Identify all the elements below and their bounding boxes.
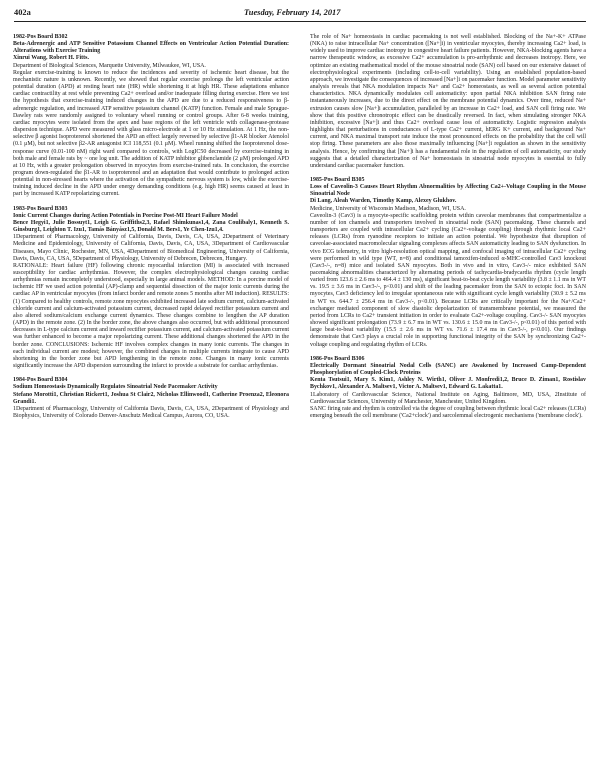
abstract-1986 — [310, 356, 586, 420]
abstract-number: 1983-Pos Board B303 — [13, 205, 68, 212]
abstract-authors: Xinrui Wang, Robert H. Fitts. — [13, 55, 89, 62]
abstract-title: Ionic Current Changes during Action Potentials in Porcine Post-MI Heart Failure Model — [13, 212, 238, 219]
abstract-1984 — [13, 377, 289, 420]
abstract-1985 — [310, 177, 586, 349]
abstract-affiliation: 1Department of Pharmacology, University of California, Davis, Davis, CA, USA, 2Department of Veterinary Medicine and Epidemiology, University of California, Davis, Davis, CA, USA, 3Department of Cardiovascular Diseases, Mayo Clinic, Rochester, MN, USA, 4Department of Biomedical Engineering, University of California, Davis, Davis, CA, USA, 5Department of Physiology, University of Debrecen, Debrecen, Hungary. — [13, 234, 289, 262]
abstract-body: The role of Na+ homeostasis in cardiac pacemaking is not well established. Blocking of the Na+-K+ ATPase (NKA) to raise intracellular Na+ concentration ([Na+]i) in ventricular myocytes, thereby increasing Ca2+ load, is widely used to improve cardiac inotropy in congestive heart failure patients. However, NKA-blocking agents have a narrow therapeutic window, as excessive Ca2+ accumulation is pro-arrhythmic and decreases inotropy. Here, we optimize an existing mathematical model of the mouse sinoatrial node (SAN) cell based on our extensive dataset of electrophysiological experiments (including cell-to-cell variability). Using an established population-based approach, we investigate the consequences of increased [Na+]i on pacemaker function. Model parameter sensitivity analysis reveals that NKA modulation impacts Na+ and Ca2+ homeostasis, as well as several action potential characteristics. NKA dynamically modulates cell automaticity: upon partial NKA inhibition SAN firing rate instantaneously increases, due to the direct effect on the membrane potential dynamics. Over time, reduced Na+ extrusion causes slow [Na+]i accumulation, paralleled by an increase in Ca2+ load, and SAN cell firing rate. We show that this positive chronotropic effect can be drastically reversed. In fact, when simulating stronger NKA inhibition, excessive [Na+]i and thus Ca2+ overload cause loss of automaticity. Logistic regression analysis highlights that perturbations in conductances of L-type Ca2+ current, hERG K+ current, and background Na+ current, and NKA maximal transport rate induce the most pronounced effects on the probability that the cell will stop firing. These parameters are also those maximally influencing [Na+]i regulation as shown in the sensitivity analysis. Hence, by confirming that [Na+]i has a fundamental role in the regulation of cell automaticity, our study suggests that a detailed characterization of Na+ homeostasis in sinoatrial node myocytes is essential to fully understand cardiac pacemaker function. — [310, 34, 586, 169]
abstract-title: Sodium Homeostasis Dynamically Regulates Sinoatrial Node Pacemaker Activity — [13, 384, 218, 391]
abstract-number: 1984-Pos Board B304 — [13, 377, 68, 384]
abstract-authors: Di Lang, Aleah Warden, Timothy Kamp, Alexey Glukhov. — [310, 198, 457, 205]
abstract-affiliation: 1Department of Pharmacology, University of California Davis, Davis, CA, USA, 2Department of Physiology and Biophysics, University of Colorado Denver-Anschutz Medical Campus, Aurora, CO, USA. — [13, 405, 289, 419]
abstract-authors: Stefano Morotti1, Christian Rickert1, Joshua St Clair2, Nicholas Ellinwood1, Catherine Proenza2, Eleonora Grandi1. — [13, 391, 289, 405]
page-header — [14, 8, 586, 22]
abstract-affiliation: Department of Biological Sciences, Marquette University, Milwaukee, WI, USA. — [13, 62, 206, 69]
abstract-title: Beta-Adrenergic and ATP Sensitive Potassium Channel Effects on Ventricular Action Potential Duration: Alterations with Exercise Training — [13, 41, 289, 55]
abstract-authors: Bence Hegyi1, Julie Bossuyt1, Leigh G. Griffiths2,3, Rafael Shimkunas1,4, Zana Coulibaly1, Kenneth S. Ginsburg1, Leighton T. Izu1, Tamás Bányász1,5, Donald M. Bers1, Ye Chen-Izu1,4. — [13, 219, 289, 234]
abstract-body: RATIONALE: Heart failure (HF) following chronic myocardial infarction (MI) is associated with increased susceptibility for cardiac arrhythmias. However, the complex electrophysiological changes causing cardiac arrhythmias remain incompletely understood, especially in large animal models. METHOD: In a porcine model of ischemic HF we used action potential (AP)-clamp and sequential dissection of the major ionic currents during the cardiac AP in ventricular myocytes (from infarct border and remote zones 5 months after MI induction). RESULTS: (1) Compared to healthy controls, remote zone myocytes exhibited increased late sodium current, calcium-activated chloride current and calcium-activated potassium current, decreased rapid delayed rectifier potassium current and also altered sodium/calcium exchange current dynamics. These changes combine to lengthen the AP duration (APD) in the remote zone. (2) In the border zone, the above changes also occurred, but with additional pronounced decreases in L-type calcium current and inward rectifier potassium current, and calcium-activated potassium current was further enhanced to become a major repolarizing current. These additional changes shortened the APD in the border zone. CONCLUSIONS: Ischemic HF involves complex changes in many ionic currents. The changes in each individual current are modest; however, the combined changes in multiple currents integrate to cause APD shortening in the border zone but APD lengthening in the remote zone. Changes in many ionic currents significantly increase the APD dispersion surrounding the infarct to provide a substrate for cardiac arrhythmias. — [13, 262, 289, 370]
page-number: 402a — [14, 8, 31, 17]
abstract-body: Regular exercise-training is known to reduce the incidences and severity of ischemic heart disease, but the mechanistic nature is unknown. Recently, we showed that regular exercise prolongs the left ventricular action potential duration (APD) at resting heart rate (HR) while shortening it at high HR. These adaptations enhance cardiac contractility at rest while preventing Ca2+ overload and/or inadequate filling during exercise. Here we test the hypothesis that exercise-training induced changes in the APD are due to a reduced responsiveness to β-adrenergic regulation, and increased ATP sensitive potassium channel (KATP) function. Female and male Sprague-Dawley rats were randomly assigned to voluntary wheel running or control groups. After 6-8 weeks training, cardiac myocytes were isolated from the apex and base regions of the left ventricle with collagenase-protease dispersion technique. APD were measured with glass micro-electrode at 1 or 10 Hz stimulation. At 1 Hz, the non-selective β agonist Isoproterenol shortened the APD an effect largely reversed by selective β1-AR blocker Atenolol (0.1 μM), but not selective β2-AR antagonist ICI 118,551 (0.1 μM). Wheel running shifted the Isoproterenol dose-response curve (0.01-100 nM) right ward compared to controls, with LogIC50 decreased by exercise-training in both male and female rats by ~ one log unit. The addition of KATP inhibitor glibenclamide (2 μM) prolonged APD at 10 Hz, with a greater prolongation observed in myocytes from exercise-trained rats. In conclusion, the exercise program down-regulated the β1-AR to isoproterenol and an adaptation that would contribute to prolonged action potential in non-stressed hearts where the activation of the sympathetic nervous system is low, while the exercise-training induced decline in the APD under energy demanding conditions (e.g. high HR) seems caused at least in part by increased KATP repolarizing current. — [13, 69, 289, 198]
abstract-number: 1986-Pos Board B306 — [310, 355, 365, 362]
abstract-body: Caveolin-3 (Cav3) is a myocyte-specific scaffolding protein within caveolar membranes that compartmentalize a number of ion channels and transporters involved in sinoatrial node (SAN) pacemaking. These channels and transporters are coupled with intracellular Ca2+ cycling (Ca2+-voltage coupling) through rhythmic local Ca2+ releases (LCRs) from ryanodine receptors to initiate an action potential. We hypothesize that disruption of caveolae-associated macromolecular signaling complexes affects SAN automaticity leading to SAN dysfunction. In vivo ECG telemetry, in vitro high-resolution optical mapping, and confocal imaging of intracellular Ca2+ cycling were performed in wild type (WT, n=8) and conditional tamoxifen-induced α-MHC-controlled Cav3 knockout (Cav3-/-, n=8) mice and isolated SAN myocytes. Both in vivo and in vitro, Cav3-/- mice exhibited SAN pacemaking abnormalities characterized by alternating periods of tachycardia-bradycardia rhythm (cycle length varied from 123.6 ± 2.6 ms to 464.4 ± 130 ms), significant beat-to-beat cycle length variability (3.8 ± 1.1 ms in WT vs. 19.5 ± 3.6 ms in Cav3-/-, p<0.01) and shift of the leading pacemaker from the SAN to ectopic foci. In SAN myocytes, Cav3 deficiency led to irregular spontaneous rate with significant cycle length variability (30.9 ± 5.2 ms in WT vs. 644.7 ± 256.4 ms in Cav3-/-, p<0.01). Because LCRs are critically important for the Na+/Ca2+ exchanger mediated component of slow diastolic depolarization of transmembrane potential, we measured the period from LCRs to Ca2+ transient initiation in order to evaluate Ca2+-voltage coupling. Cav3-/- SAN myocytes showed significant prolongation (73.9 ± 6.7 ms in WT vs. 130.6 ± 15.0 ms in Cav3-/-, p<0.01) of this period with large beat-to-beat variability (15.5 ± 2.6 ms in WT vs. 71.6 ± 17.4 ms in Cav3-/-, p<0.01). Our findings demonstrate that Cav3 plays a crucial role in supporting functional integrity of the SAN by synchronizing Ca2+-voltage coupling and regulating rhythm of LCRs. — [310, 212, 586, 348]
abstract-affiliation: Medicine, University of Wisconsin Madison, Madison, WI, USA. — [310, 205, 466, 212]
abstract-title: Loss of Caveolin-3 Causes Heart Rhythm Abnormalities by Affecting Ca2+-Voltage Coupling in the Mouse Sinoatrial Node — [310, 184, 586, 198]
abstract-number: 1985-Pos Board B305 — [310, 176, 365, 183]
abstract-1982 — [13, 34, 289, 199]
right-column — [310, 34, 586, 427]
abstract-body: SANC firing rate and rhythm is controlled via the degree of coupling between rhythmic local Ca2+ releases (LCRs) emerging beneath the cell membrane ('Ca2+clock') and sarcolemmal electrogenic mechanisms ('membrane clock'). — [310, 405, 586, 419]
abstract-number: 1982-Pos Board B302 — [13, 34, 68, 40]
abstract-affiliation: 1Laboratory of Cardiovascular Science, National Institute on Aging, Baltimore, MD, USA, 2Institute of Cardiovascular Sciences, University of Manchester, Manchester, United Kingdom. — [310, 391, 586, 405]
abstract-1984-continued — [310, 34, 586, 170]
abstract-title: Electrically Dormant Sinoatrial Nodal Cells (SANC) are Awakened by Increased Camp-Dependent Phosphorylation of Coupled-Clock Proteins — [310, 362, 586, 377]
abstract-1983 — [13, 206, 289, 371]
header-rule — [14, 21, 586, 22]
issue-date: Tuesday, February 14, 2017 — [244, 8, 341, 17]
abstract-authors: Kenta Tsutsui1, Mary S. Kim1, Ashley N. Wirth1, Oliver J. Monfredi1,2, Bruce D. Ziman1, Rostislav Bychkov1, Alexander A. Maltsev1, Victor A. Maltsev1, Edward G. Lakatta1. — [310, 377, 586, 391]
left-column — [13, 34, 289, 427]
